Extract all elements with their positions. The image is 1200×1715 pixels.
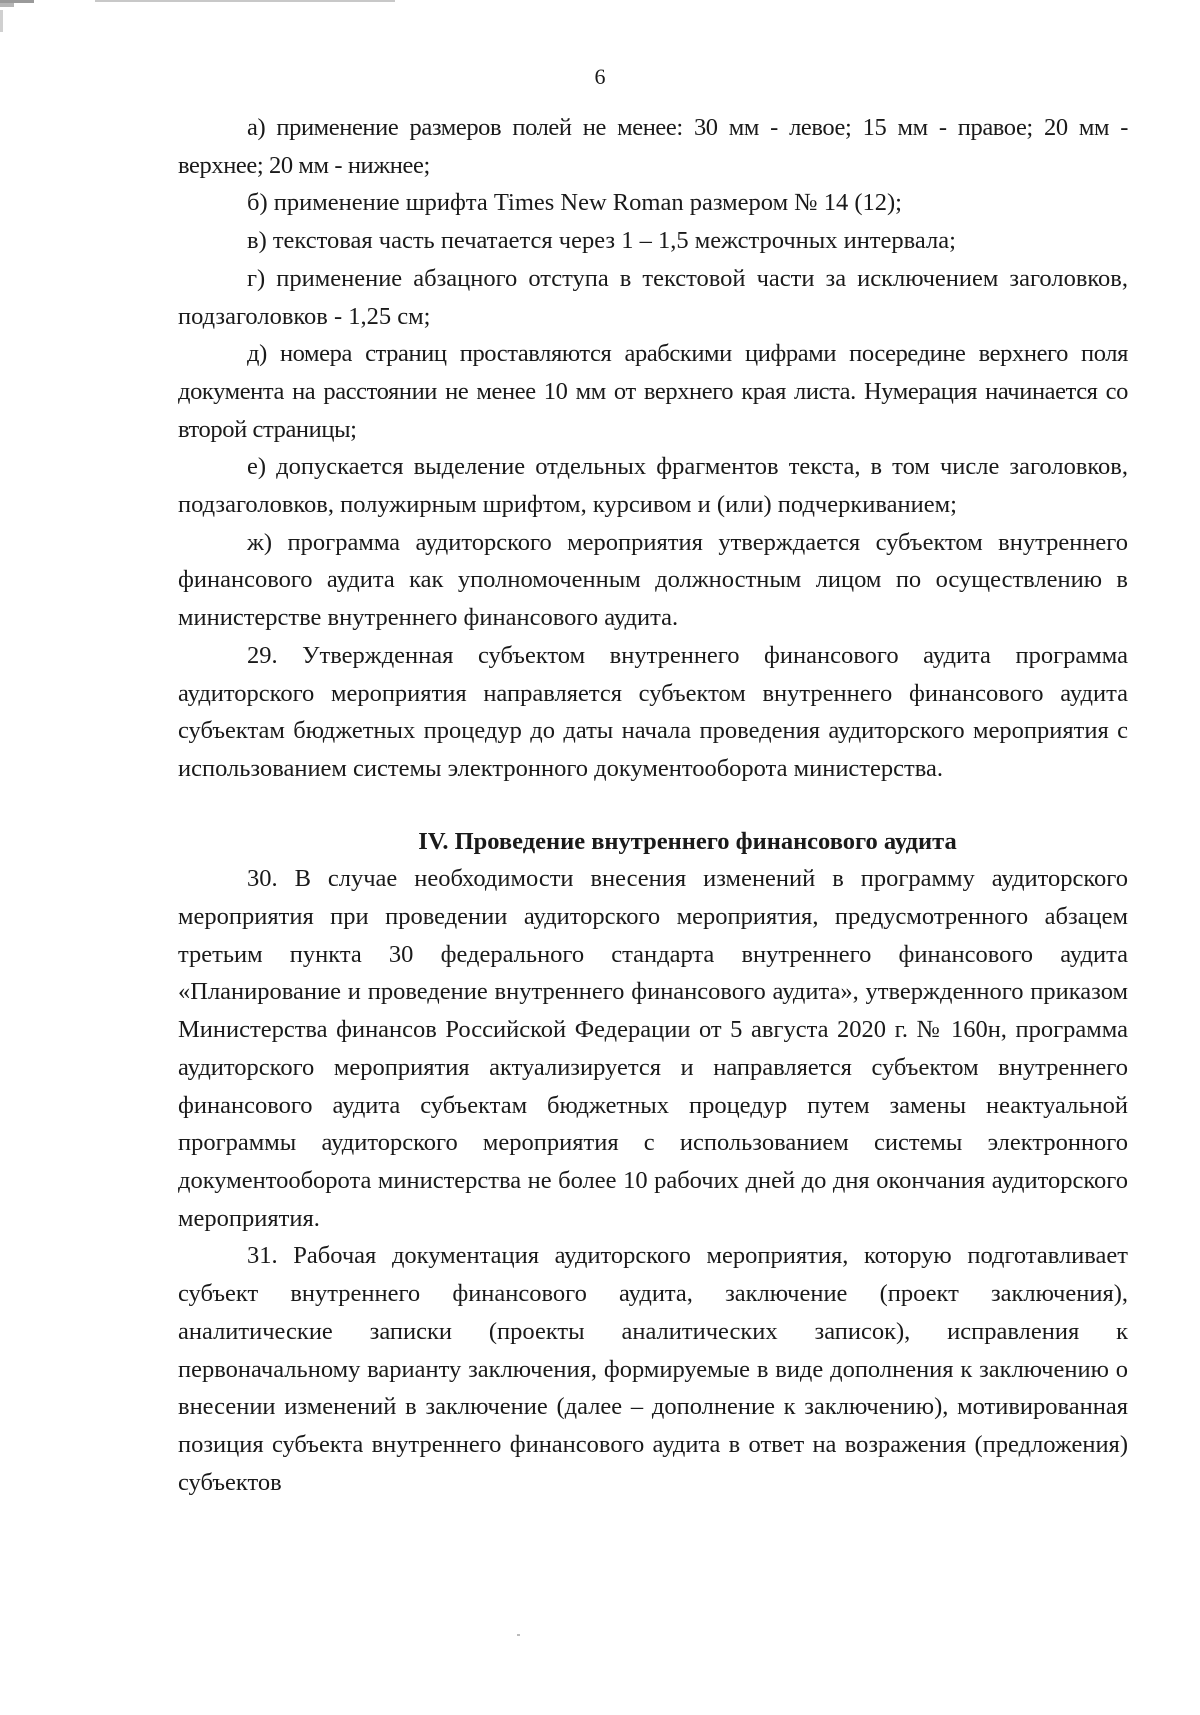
- scan-artifact: [95, 0, 395, 2]
- scan-artifact: [0, 3, 14, 7]
- paragraph-a: а) применение размеров полей не менее: 30 мм - левое; 15 мм - правое; 20 мм - верхнее; 20 мм - нижнее;: [178, 114, 1128, 179]
- paragraph-v: в) текстовая часть печатается через 1 – 1,5 межстрочных интервала;: [247, 227, 956, 255]
- section-heading: IV. Проведение внутреннего финансового аудита: [418, 827, 957, 855]
- document-body: [178, 109, 1128, 1501]
- paragraph-g: г) применение абзацного отступа в текстовой части за исключением заголовков, подзаголовков - 1,25 см;: [178, 264, 1128, 330]
- paragraph-30: 30. В случае необходимости внесения изменений в программу аудиторского мероприятия при проведении аудиторского мероприятия, предусмотренного абзацем третьим пункта 30 федерального стандарта внутреннего финансового аудита «Планирование и проведение внутреннего финансового аудита», утвержденного приказом Министерства финансов Российской Федерации от 5 августа 2020 г. № 160н, программа аудиторского мероприятия актуализируется и направляется субъектом внутреннего финансового аудита субъектам бюджетных процедур путем замены неактуальной программы аудиторского мероприятия с использованием системы электронного документооборота министерства не более 10 рабочих дней до дня окончания аудиторского мероприятия.: [178, 865, 1128, 1232]
- paragraph-d: д) номера страниц проставляются арабскими цифрами посередине верхнего поля документа на расстоянии не менее 10 мм от верхнего края листа. Нумерация начинается со второй страницы;: [178, 340, 1128, 443]
- paragraph-b: б) применение шрифта Times New Roman размером № 14 (12);: [247, 189, 902, 217]
- scan-artifact: [0, 10, 3, 32]
- paragraph-e: е) допускается выделение отдельных фрагментов текста, в том числе заголовков, подзаголовков, полужирным шрифтом, курсивом и (или) подчеркиванием;: [178, 453, 1128, 519]
- page-number: 6: [594, 64, 606, 89]
- scan-artifact: [517, 1634, 520, 1636]
- paragraph-zh: ж) программа аудиторского мероприятия утверждается субъектом внутреннего финансового аудита как уполномоченным должностным лицом по осуществлению в министерстве внутреннего финансового аудита.: [178, 528, 1128, 632]
- paragraph-31: 31. Рабочая документация аудиторского мероприятия, которую подготавливает субъект внутреннего финансового аудита, заключение (проект заключения), аналитические записки (проекты аналитических записок), исправления к первоначальному варианту заключения, формируемые в виде дополнения к заключению о внесении изменений в заключение (далее – дополнение к заключению), мотивированная позиция субъекта внутреннего финансового аудита в ответ на возражения (предложения) субъектов: [178, 1242, 1128, 1496]
- paragraph-29: 29. Утвержденная субъектом внутреннего финансового аудита программа аудиторского мероприятия направляется субъектом внутреннего финансового аудита субъектам бюджетных процедур до даты начала проведения аудиторского мероприятия с использованием системы электронного документооборота министерства.: [178, 641, 1128, 782]
